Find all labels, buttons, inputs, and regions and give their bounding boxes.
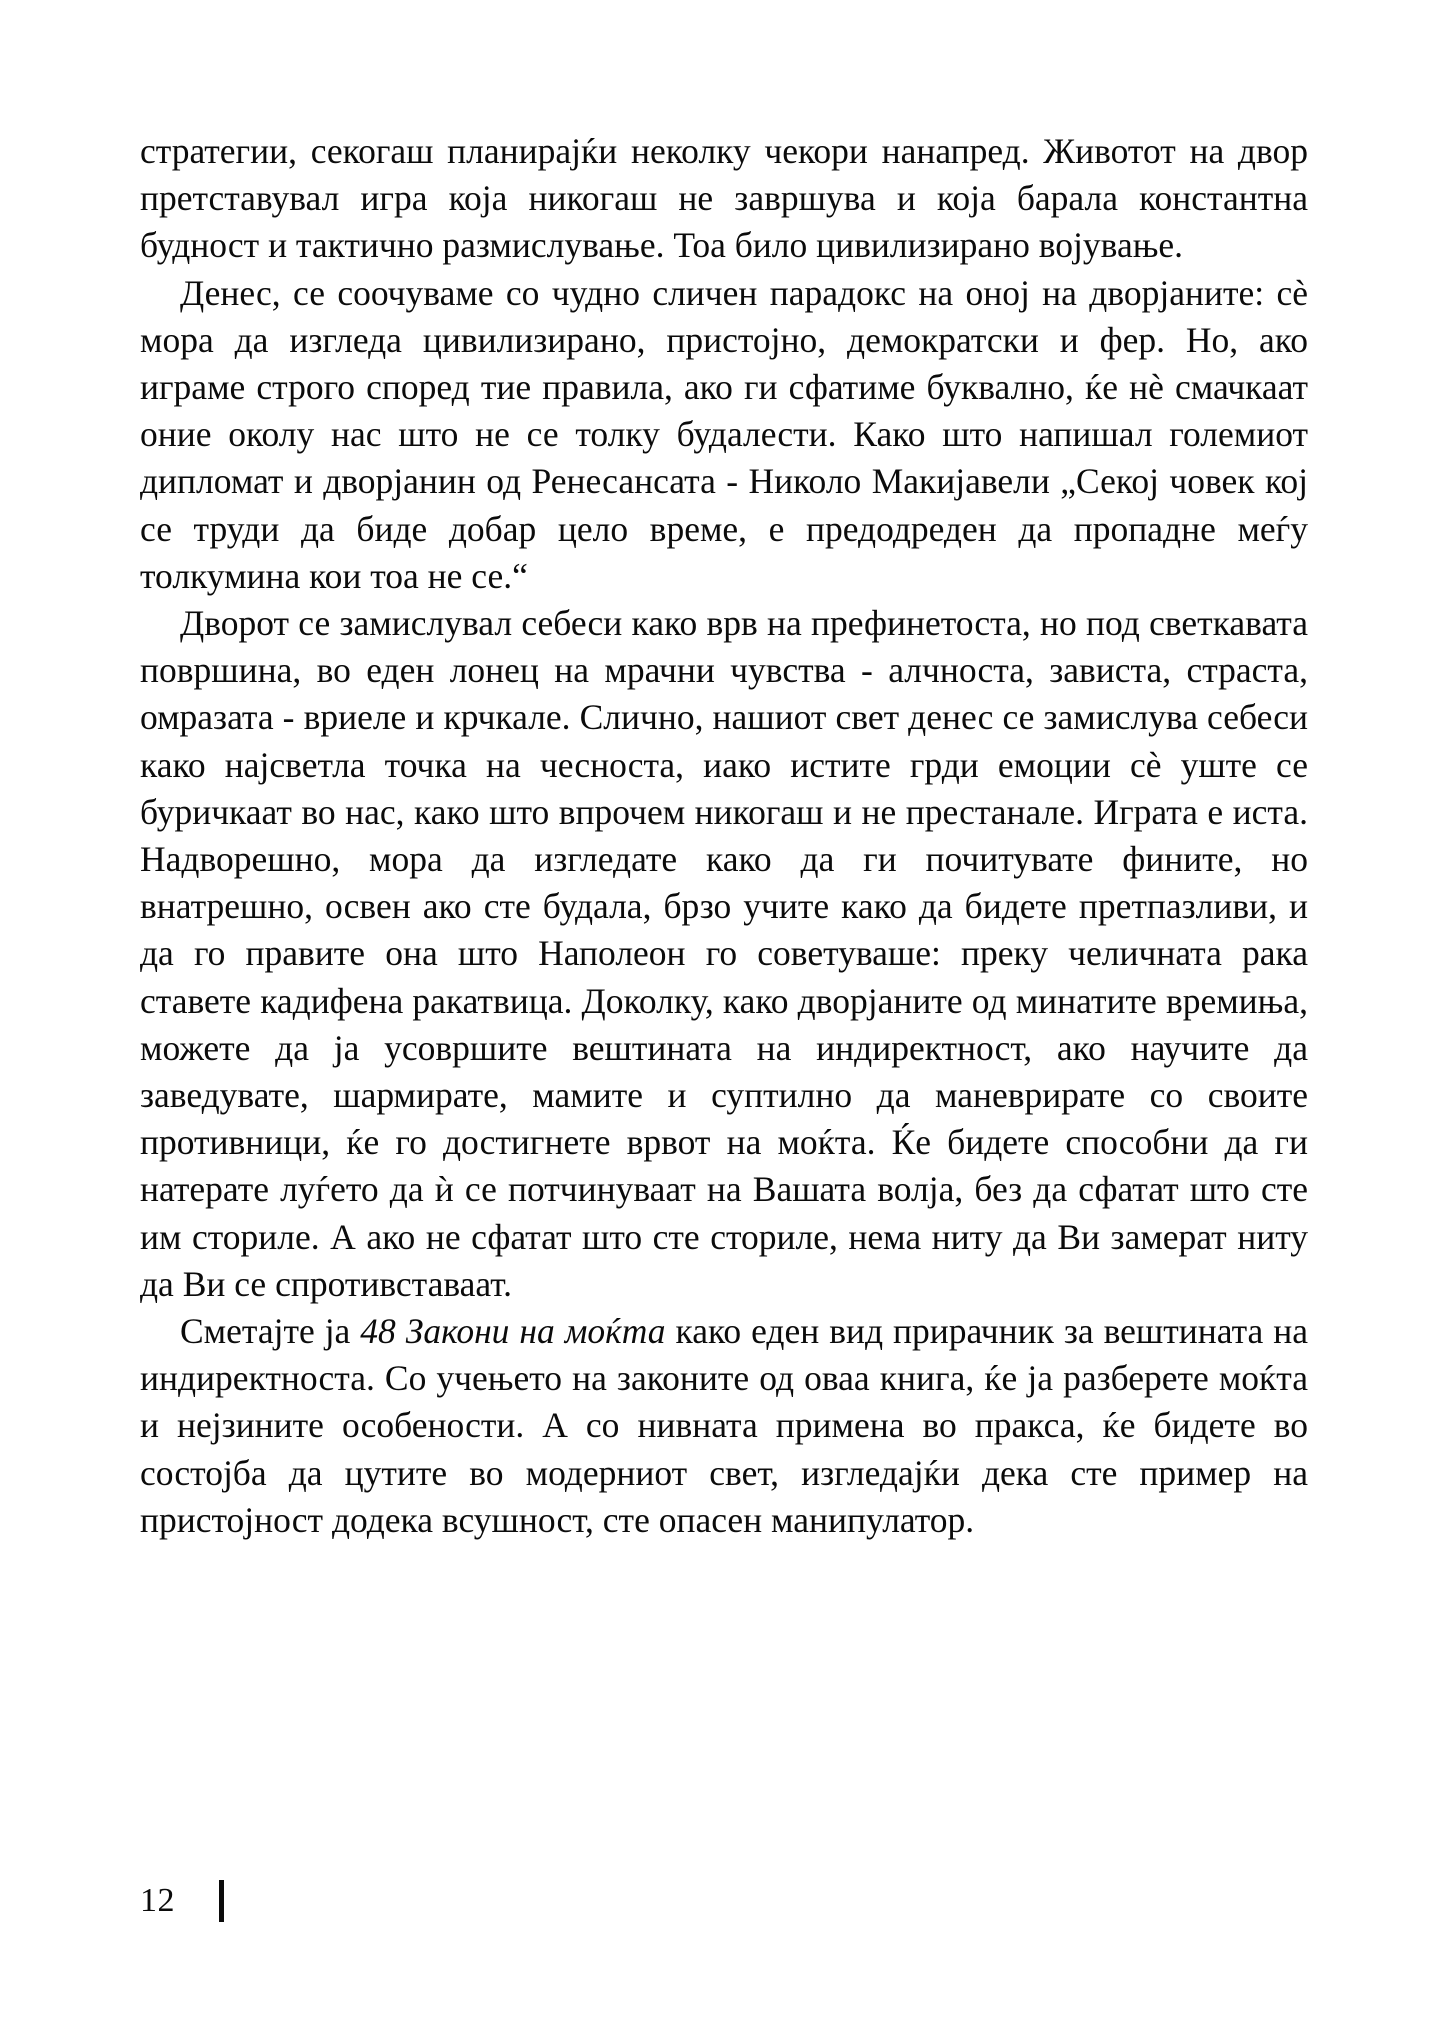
paragraph-3: Дворот се замислувал себеси како врв на префинетоста, но под светкавата површина, во еден лонец на мрачни чувства - алчноста, зависта, страста, омразата - вриеле и крчкале. Слично, нашиот свет денес се замислува себеси како најсветла точка на чесноста, иако истите грди емоции сѐ уште се буричкаат во нас, како што впрочем никогаш и не престанале. Играта е иста. Надворешно, мора да изгледате како да ги почитувате фините, но внатрешно, освен ако сте будала, брзо учите како да бидете претпазливи, и да го правите она што Наполеон го советуваше: преку челичната рака ставете кадифена ракатвица. Доколку, како дворјаните од минатите времиња, можете да ја усовршите вештината на индиректност, ако научите да заведувате, шармирате, мамите и суптилно да маневрирате со своите противници, ќе го достигнете врвот на моќта. Ќе бидете способни да ги натерате луѓето да ѝ се потчинуваат на Вашата волја, без да сфатат што сте им сториле. А ако не сфатат што сте сториле, нема ниту да Ви замерат ниту да Ви се спротивставаат. xyxy=(140,603,1308,1304)
paragraph-2: Денес, се соочуваме со чудно сличен парадокс на оној на дворјаните: сѐ мора да изгледа цивилизирано, пристојно, демократски и фер. Но, ако играме строго според тие правила, ако ги сфатиме буквално, ќе нѐ смачкаат оние околу нас што не се толку будалести. Како што напишал големиот дипломат и дворјанин од Ренесансата - Николо Макијавели „Секој човек кој се труди да биде добар цело време, е предодреден да пропадне меѓу толкумина кои тоа не се.“ xyxy=(140,272,1308,596)
folio-rule-mark xyxy=(219,1880,224,1922)
paragraph-1: стратегии, секогаш планирајќи неколку чекори нанапред. Животот на двор претставувал игра која никогаш не завршува и која барала константна будност и тактично размислување. Тоа било цивилизирано војување. xyxy=(140,131,1308,266)
paragraph-4-tail: како еден вид прирачник за вештината на индиректноста. Со учењето на законите од оваа книга, ќе ја разберете моќта и нејзините особености. А со нивната примена во пракса, ќе бидете во состојба да цутите во модерниот свет, изгледајќи дека сте пример на пристојност додека всушност, сте опасен манипулатор. xyxy=(140,1311,1309,1540)
paragraph-4 xyxy=(140,1308,1308,1544)
page-number: 12 xyxy=(140,1882,175,1919)
paragraph-4-lead: Сметајте ја xyxy=(180,1311,361,1352)
book-title-italic: 48 Закони на моќта xyxy=(360,1311,666,1352)
page-text-block xyxy=(140,128,1308,1544)
page-footer xyxy=(140,1880,1308,1922)
